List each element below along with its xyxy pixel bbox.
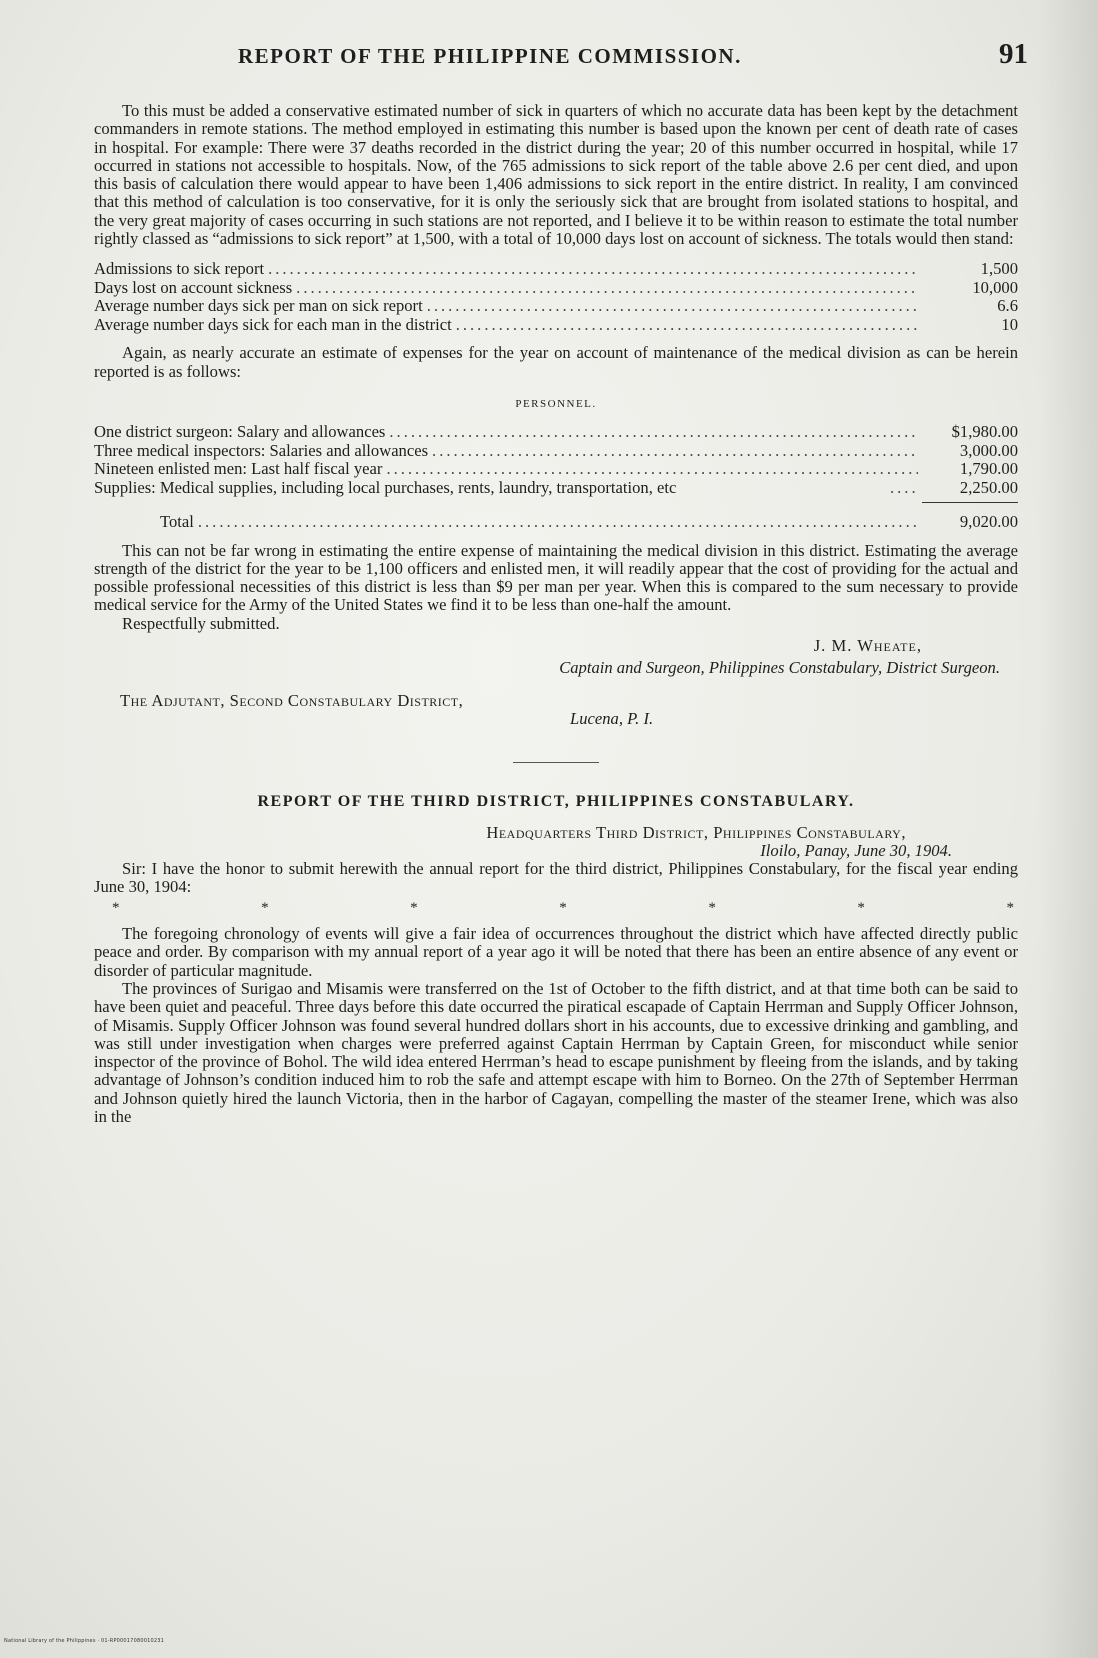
stat-row <box>94 260 1018 279</box>
addressee: The Adjutant, Second Constabulary District, <box>120 690 464 710</box>
addressee-location: Lucena, P. I. <box>570 708 654 728</box>
expense-row <box>94 423 1018 442</box>
paragraph-sick-estimate: To this must be added a conservative estimated number of sick in quarters of which no accurate data has been kept by the detachment commanders in remote stations. The method employed in estimating this number is based upon the known per cent of death rate of cases in hospital. For example: There were 37 deaths recorded in the district during the year; 20 of this number occurred in hospital, while 17 occurred in stations not accessible to hospitals. Now, of the 765 admissions to sick report of the table above 2.6 per cent died, and upon this basis of calculation there would appear to have been 1,406 admissions to sick report in the entire district. In reality, I am convinced that this method of calculation is too conservative, for it is only the seriously sick that are brought from isolated stations to hospital, and the very great majority of cases occurring in such stations are not reported, and I believe it to be within reason to estimate the total number rightly classed as “admissions to sick report” at 1,500, with a total of 10,000 days lost on account of sickness. The totals would then stand: <box>94 101 1018 249</box>
dot-leader <box>296 279 918 297</box>
paragraph-herrman: The provinces of Surigao and Misamis were transferred on the 1st of October to the fifth district, and at that time both can be said to have been quiet and peaceful. Three days before this date occurred the piratical escapade of Captain Herrman and Supply Officer Johnson, of Misamis. Supply Officer Johnson was found several hundred dollars short in his accounts, due to excessive drinking and gambling, and was still under investigation when charges were preferred against Captain Herrman by Captain Green, for misconduct while senior inspector of the province of Bohol. The wild idea entered Herrman’s head to escape punishment by fleeing from the islands, and by taking advantage of Johnson’s condition induced him to rob the safe and attempt escape with him to Borneo. On the 27th of September Herrman and Johnson quietly hired the launch Victoria, then in the harbor of Cagayan, compelling the master of the steamer Irene, which was also in the <box>94 978 1018 1126</box>
stat-value: 10 <box>1001 314 1018 334</box>
ellipsis-asterisks <box>94 897 1018 925</box>
stat-label: Days lost on account sickness <box>94 277 293 297</box>
stat-row <box>94 316 1018 335</box>
sick-stats-list <box>94 260 1018 334</box>
expense-row <box>94 442 1018 461</box>
asterisk: * <box>857 899 865 916</box>
expense-value: 2,250.00 <box>959 477 1018 497</box>
total-value: 9,020.00 <box>959 512 1018 532</box>
signature-title: Captain and Surgeon, Philippines Constabulary, District Surgeon. <box>559 658 1000 678</box>
page-header <box>238 38 1028 71</box>
stat-value: 6.6 <box>997 296 1018 316</box>
expense-value: 1,790.00 <box>959 459 1018 479</box>
salutation: Sir: I have the honor to submit herewith the annual report for the third district, Philippines Constabulary, for the fiscal year ending June 30, 1904: <box>94 859 1018 897</box>
headquarters-location: Iloilo, Panay, June 30, 1904. <box>760 840 952 860</box>
stat-row <box>94 279 1018 298</box>
expense-row <box>94 460 1018 479</box>
asterisk: * <box>410 899 418 916</box>
dot-leader <box>386 460 918 478</box>
expense-value: 3,000.00 <box>959 440 1018 460</box>
expenses-list <box>94 423 1018 531</box>
paragraph-chronology: The foregoing chronology of events will give a fair idea of occurrences throughout the district which have affected directly public peace and order. By comparison with my annual report of a year ago it will be noted that there has been an entire absence of any event or disorder of particular magnitude. <box>94 924 1018 980</box>
closing-line: Respectfully submitted. <box>122 613 280 633</box>
stat-label: Average number days sick per man on sick report <box>94 296 423 316</box>
scan-credit: National Library of the Philippines · 01-RP00017080010231 <box>4 1638 164 1644</box>
total-label: Total <box>160 512 194 532</box>
asterisk: * <box>261 899 269 916</box>
asterisk: * <box>559 899 567 916</box>
stat-value: 1,500 <box>980 259 1018 279</box>
dot-leader <box>427 297 918 315</box>
asterisk: * <box>112 899 120 916</box>
paragraph-expenses-intro: Again, as nearly accurate an estimate of expenses for the year on account of maintenance of the medical division as can be herein reported is as follows: <box>94 343 1018 381</box>
running-head: REPORT OF THE PHILIPPINE COMMISSION. <box>238 44 742 68</box>
dot-leader <box>432 442 918 460</box>
stat-label: Average number days sick for each man in the district <box>94 314 452 334</box>
expense-row <box>94 479 1018 497</box>
section-divider <box>513 762 599 763</box>
expense-label: One district surgeon: Salary and allowances <box>94 422 386 442</box>
page-content <box>94 102 1018 1126</box>
headquarters-line: Headquarters Third District, Philippines Constabulary, <box>486 822 906 842</box>
expense-label: Three medical inspectors: Salaries and allowances <box>94 440 429 460</box>
dot-leader <box>389 423 918 441</box>
dot-leader <box>456 316 918 334</box>
paragraph-conclusion: This can not be far wrong in estimating the entire expense of maintaining the medical division in this district. Estimating the average strength of the district for the year to be 1,100 officers and enlisted men, it will readily appear that the cost of providing for the actual and possible professional necessities of this district is less than $9 per man per year. When this is compared to the sum necessary to provide medical service for the Army of the United States we find it to be less than one-half the amount. <box>94 540 1018 615</box>
asterisk: * <box>1006 899 1014 916</box>
signature-name: J. M. Wheate, <box>813 636 922 656</box>
page-edge-shadow <box>1038 0 1098 1658</box>
stat-row <box>94 297 1018 316</box>
report-title: REPORT OF THE THIRD DISTRICT, PHILIPPINES CONSTABULARY. <box>257 793 855 811</box>
dot-leader <box>198 513 918 531</box>
dot-leader <box>268 260 918 278</box>
page-number: 91 <box>999 38 1028 70</box>
personnel-heading: PERSONNEL. <box>515 397 597 410</box>
stat-label: Admissions to sick report <box>94 259 265 279</box>
expense-label: Supplies: Medical supplies, including local purchases, rents, laundry, transportation, etc <box>94 477 677 497</box>
total-rule <box>922 502 1018 503</box>
expense-value: $1,980.00 <box>951 422 1018 442</box>
dot-leader <box>890 479 918 497</box>
total-row <box>94 513 1018 532</box>
expense-label: Nineteen enlisted men: Last half fiscal year <box>94 459 383 479</box>
stat-value: 10,000 <box>972 277 1018 297</box>
asterisk: * <box>708 899 716 916</box>
